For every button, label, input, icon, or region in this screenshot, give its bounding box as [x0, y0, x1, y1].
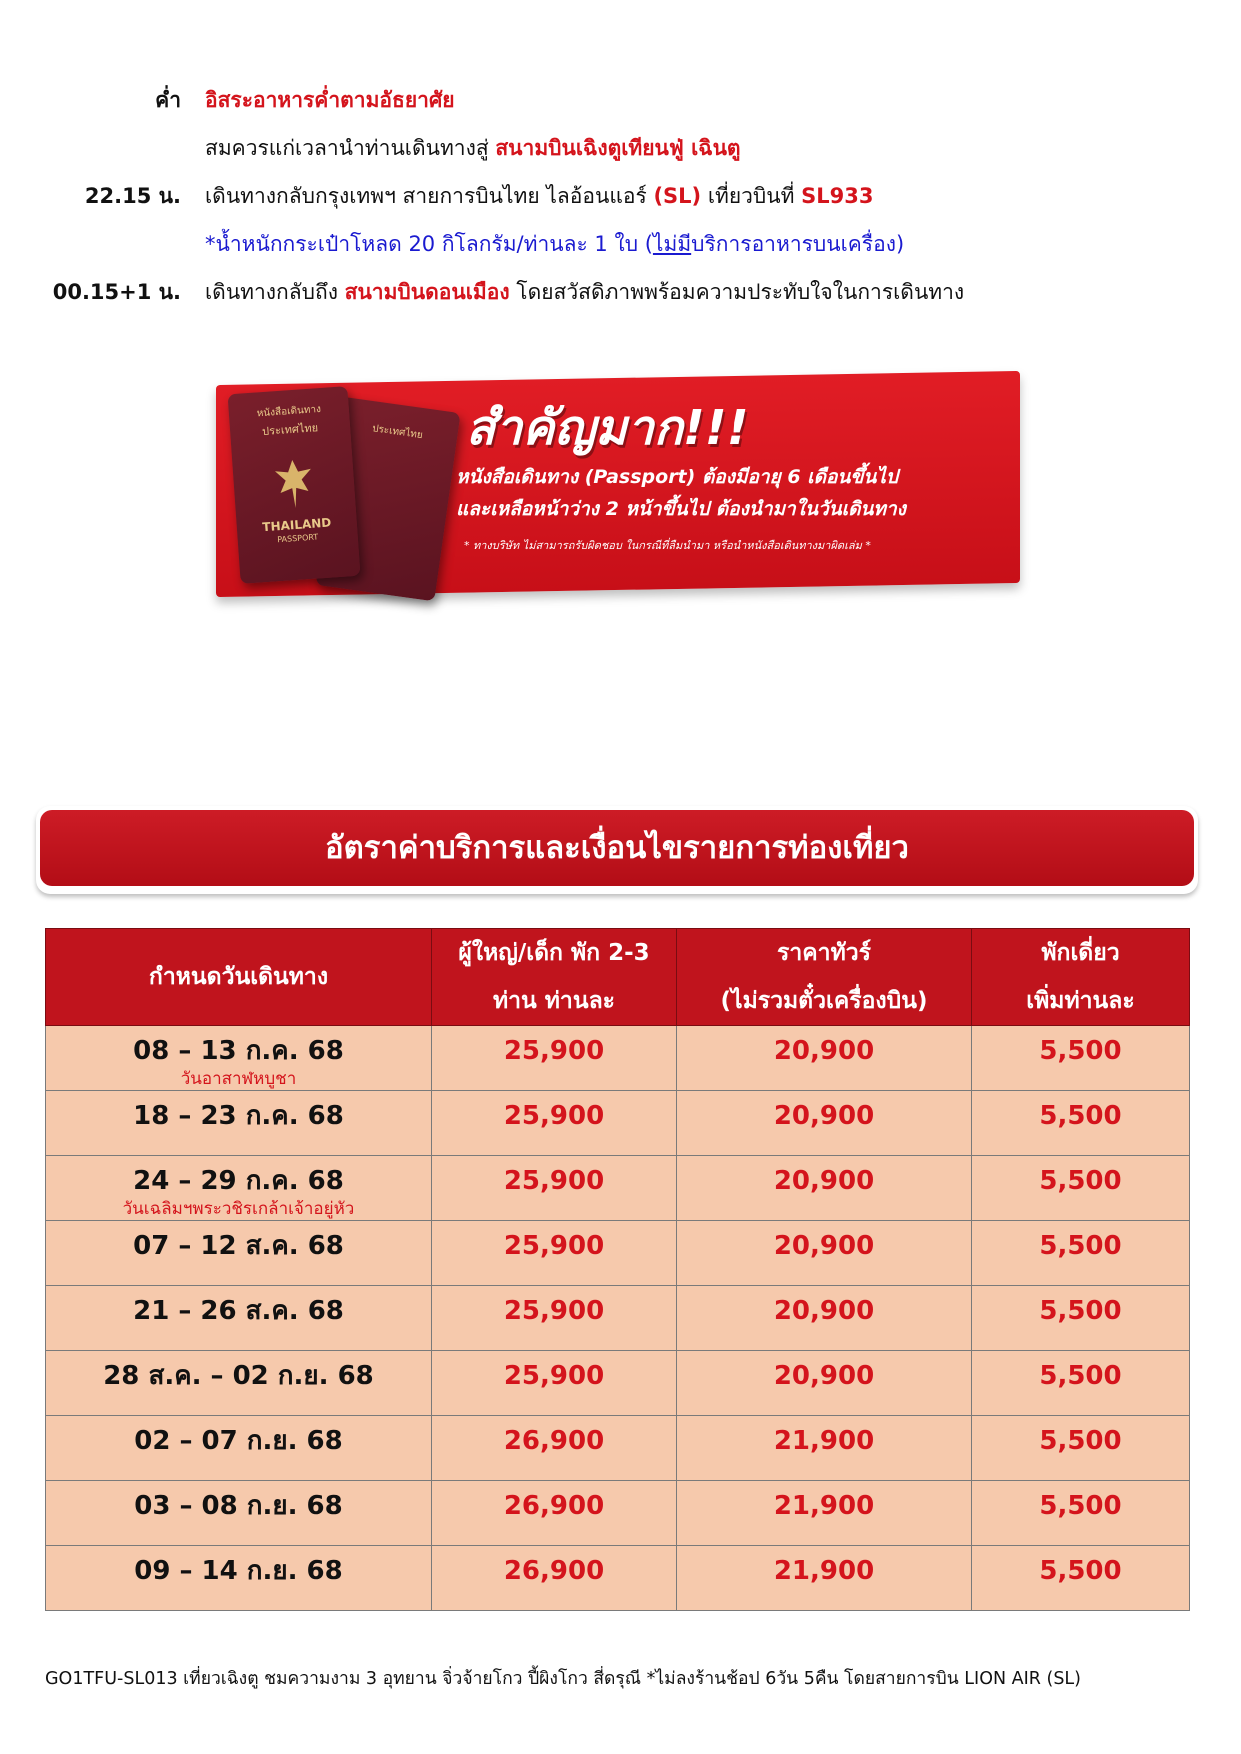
passport-top-text: หนังสือเดินทาง [256, 403, 322, 420]
table-row [46, 1026, 1190, 1091]
itinerary-row [0, 128, 1241, 168]
itinerary-text [205, 176, 873, 216]
holiday-note: วันอาสาฬหบูชา [180, 1069, 297, 1089]
itinerary-text [205, 224, 904, 264]
travel-date-cell-value: 24 – 29 ก.ค. 68 [133, 1166, 344, 1196]
holiday-note: วันเฉลิมฯพระวชิรเกล้าเจ้าอยู่หัว [122, 1199, 355, 1219]
tour-price-cell-value: 20,900 [773, 1036, 875, 1066]
adult-price-cell-value: 25,900 [503, 1036, 605, 1066]
single-supplement-cell-value: 5,500 [1039, 1101, 1122, 1131]
travel-date-cell [46, 1481, 432, 1546]
passport-country-text: ประเทศไทย [371, 423, 424, 442]
travel-date-cell-value: 18 – 23 ก.ค. 68 [133, 1101, 344, 1131]
adult-price-cell [432, 1286, 677, 1351]
table-row [46, 1221, 1190, 1286]
adult-price-cell [432, 1156, 677, 1221]
itinerary-row [0, 80, 1241, 120]
table-header-line: กำหนดวันเดินทาง [148, 964, 329, 990]
itinerary-row [0, 224, 1241, 264]
adult-price-cell-value: 25,900 [503, 1361, 605, 1391]
adult-price-cell [432, 1091, 677, 1156]
itinerary-text-segment: เที่ยวบินที่ [701, 184, 802, 208]
itinerary-text-segment: โดยสวัสดิภาพพร้อมความประทับใจในการเดินทาง [509, 280, 965, 304]
passport-country-text: ประเทศไทย [261, 421, 319, 439]
adult-price-cell-value: 25,900 [503, 1231, 605, 1261]
table-header-line: พักเดี่ยว [1041, 940, 1120, 966]
table-row [46, 1156, 1190, 1221]
adult-price-cell-value: 25,900 [503, 1296, 605, 1326]
single-supplement-cell-value: 5,500 [1039, 1296, 1122, 1326]
adult-price-cell [432, 1221, 677, 1286]
tour-price-cell [677, 1221, 972, 1286]
tour-price-cell [677, 1481, 972, 1546]
itinerary-text [205, 80, 455, 120]
banner-line-1: หนังสือเดินทาง (Passport) ต้องมีอายุ 6 เดือนขึ้นไป [456, 466, 898, 488]
tour-price-cell-value: 20,900 [773, 1231, 875, 1261]
table-header-line: เพิ่มท่านละ [1026, 988, 1135, 1014]
itinerary-time: 00.15+1 น. [52, 280, 181, 304]
itinerary-text-segment: สนามบินเฉิงตูเทียนฟู่ เฉินตู [495, 136, 741, 160]
travel-date-cell-value: 03 – 08 ก.ย. 68 [134, 1491, 343, 1521]
itinerary-text-segment: เดินทางกลับถึง [205, 280, 345, 304]
table-header-cell [972, 929, 1190, 1026]
single-supplement-cell [972, 1351, 1190, 1416]
tour-price-cell [677, 1351, 972, 1416]
travel-date-cell-value: 08 – 13 ก.ค. 68 [133, 1036, 344, 1066]
table-row [46, 1351, 1190, 1416]
tour-price-cell-value: 20,900 [773, 1166, 875, 1196]
itinerary-time: ค่ำ [155, 88, 181, 112]
single-supplement-cell [972, 1156, 1190, 1221]
single-supplement-cell-value: 5,500 [1039, 1426, 1122, 1456]
table-header-cell [677, 929, 972, 1026]
adult-price-cell-value: 25,900 [503, 1101, 605, 1131]
itinerary-text-segment: ไม่มี [652, 232, 692, 256]
itinerary-text [205, 128, 741, 168]
single-supplement-cell [972, 1416, 1190, 1481]
passport-image-front [228, 386, 361, 584]
travel-date-cell-value: 28 ส.ค. – 02 ก.ย. 68 [103, 1361, 374, 1391]
passport-warning-banner [216, 370, 1020, 616]
section-heading-box [36, 806, 1198, 894]
table-header-cell [46, 929, 432, 1026]
single-supplement-cell [972, 1091, 1190, 1156]
single-supplement-cell-value: 5,500 [1039, 1361, 1122, 1391]
itinerary-text-segment: อิสระอาหารค่ำตามอัธยาศัย [205, 88, 455, 112]
single-supplement-cell [972, 1026, 1190, 1091]
price-table [45, 928, 1190, 1611]
section-title: อัตราค่าบริการและเงื่อนไขรายการท่องเที่ยว [40, 810, 1194, 886]
travel-date-cell-value: 21 – 26 ส.ค. 68 [133, 1296, 344, 1326]
itinerary-text-segment: สนามบินดอนเมือง [344, 280, 510, 304]
adult-price-cell [432, 1351, 677, 1416]
tour-price-cell-value: 20,900 [773, 1101, 875, 1131]
adult-price-cell-value: 26,900 [503, 1426, 605, 1456]
adult-price-cell [432, 1546, 677, 1611]
passport-label-text: PASSPORT [276, 532, 319, 545]
table-header-line: ราคาทัวร์ [777, 940, 871, 966]
footer-tour-code: GO1TFU-SL013 เที่ยวเฉิงตู ชมความงาม 3 อุทยาน จิ่วจ้ายโกว ปี้ผิงโกว สี่ดรุณี *ไม่ลงร้านช้อป 6วัน 5คืน โดยสายการบิน LION AIR (SL) [45, 1669, 1082, 1689]
itinerary-text-segment: (SL) [653, 184, 702, 208]
travel-date-cell [46, 1091, 432, 1156]
travel-date-cell [46, 1546, 432, 1611]
single-supplement-cell-value: 5,500 [1039, 1166, 1122, 1196]
adult-price-cell [432, 1026, 677, 1091]
table-header-line: ผู้ใหญ่/เด็ก พัก 2-3 [458, 940, 650, 966]
itinerary-text-segment: SL933 [801, 184, 874, 208]
tour-price-cell [677, 1416, 972, 1481]
single-supplement-cell [972, 1546, 1190, 1611]
table-body [46, 1026, 1190, 1611]
adult-price-cell-value: 26,900 [503, 1491, 605, 1521]
single-supplement-cell [972, 1481, 1190, 1546]
travel-date-cell-value: 07 – 12 ส.ค. 68 [133, 1231, 344, 1261]
single-supplement-cell-value: 5,500 [1039, 1231, 1122, 1261]
adult-price-cell [432, 1481, 677, 1546]
tour-price-cell [677, 1091, 972, 1156]
tour-price-cell-value: 21,900 [773, 1556, 875, 1586]
tour-price-cell [677, 1156, 972, 1221]
single-supplement-cell-value: 5,500 [1039, 1556, 1122, 1586]
single-supplement-cell [972, 1221, 1190, 1286]
table-row [46, 1416, 1190, 1481]
itinerary-row [0, 176, 1241, 216]
passport-en-text: THAILAND [261, 515, 332, 535]
banner-headline: สำคัญมาก!!! [466, 400, 749, 456]
banner-line-2: และเหลือหน้าว่าง 2 หน้าขึ้นไป ต้องนำมาในวันเดินทาง [456, 498, 906, 520]
banner-note: * ทางบริษัท ไม่สามารถรับผิดชอบ ในกรณีที่ลืมนำมา หรือนำหนังสือเดินทางมาผิดเล่ม * [464, 539, 871, 552]
itinerary-text [205, 272, 964, 312]
table-header-cell [432, 929, 677, 1026]
travel-date-cell-value: 09 – 14 ก.ย. 68 [134, 1556, 343, 1586]
garuda-emblem-icon [270, 457, 318, 512]
table-row [46, 1481, 1190, 1546]
tour-price-cell-value: 21,900 [773, 1491, 875, 1521]
adult-price-cell-value: 25,900 [503, 1166, 605, 1196]
tour-price-cell [677, 1026, 972, 1091]
itinerary-text-segment: สมควรแก่เวลานำท่านเดินทางสู่ [205, 136, 496, 160]
table-header-line: (ไม่รวมตั๋วเครื่องบิน) [720, 988, 928, 1014]
single-supplement-cell-value: 5,500 [1039, 1491, 1122, 1521]
itinerary-text-segment: เดินทางกลับกรุงเทพฯ สายการบินไทย ไลอ้อนแอร์ [205, 184, 654, 208]
travel-date-cell [46, 1286, 432, 1351]
adult-price-cell [432, 1416, 677, 1481]
single-supplement-cell [972, 1286, 1190, 1351]
tour-price-cell-value: 21,900 [773, 1426, 875, 1456]
table-row [46, 1286, 1190, 1351]
travel-date-cell [46, 1221, 432, 1286]
itinerary-text-segment: บริการอาหารบนเครื่อง) [691, 232, 905, 256]
travel-date-cell-value: 02 – 07 ก.ย. 68 [134, 1426, 343, 1456]
tour-price-cell-value: 20,900 [773, 1361, 875, 1391]
travel-date-cell [46, 1156, 432, 1221]
table-row [46, 1091, 1190, 1156]
tour-price-cell [677, 1286, 972, 1351]
itinerary-text-segment: *น้ำหนักกระเป๋าโหลด 20 กิโลกรัม/ท่านละ 1 ใบ ( [205, 232, 653, 256]
table-header-line: ท่าน ท่านละ [492, 988, 616, 1014]
adult-price-cell-value: 26,900 [503, 1556, 605, 1586]
itinerary-time: 22.15 น. [84, 184, 181, 208]
single-supplement-cell-value: 5,500 [1039, 1036, 1122, 1066]
table-header-row [46, 929, 1190, 1026]
tour-price-cell [677, 1546, 972, 1611]
tour-price-cell-value: 20,900 [773, 1296, 875, 1326]
table-row [46, 1546, 1190, 1611]
travel-date-cell [46, 1026, 432, 1091]
travel-date-cell [46, 1416, 432, 1481]
itinerary-row [0, 272, 1241, 312]
travel-date-cell [46, 1351, 432, 1416]
